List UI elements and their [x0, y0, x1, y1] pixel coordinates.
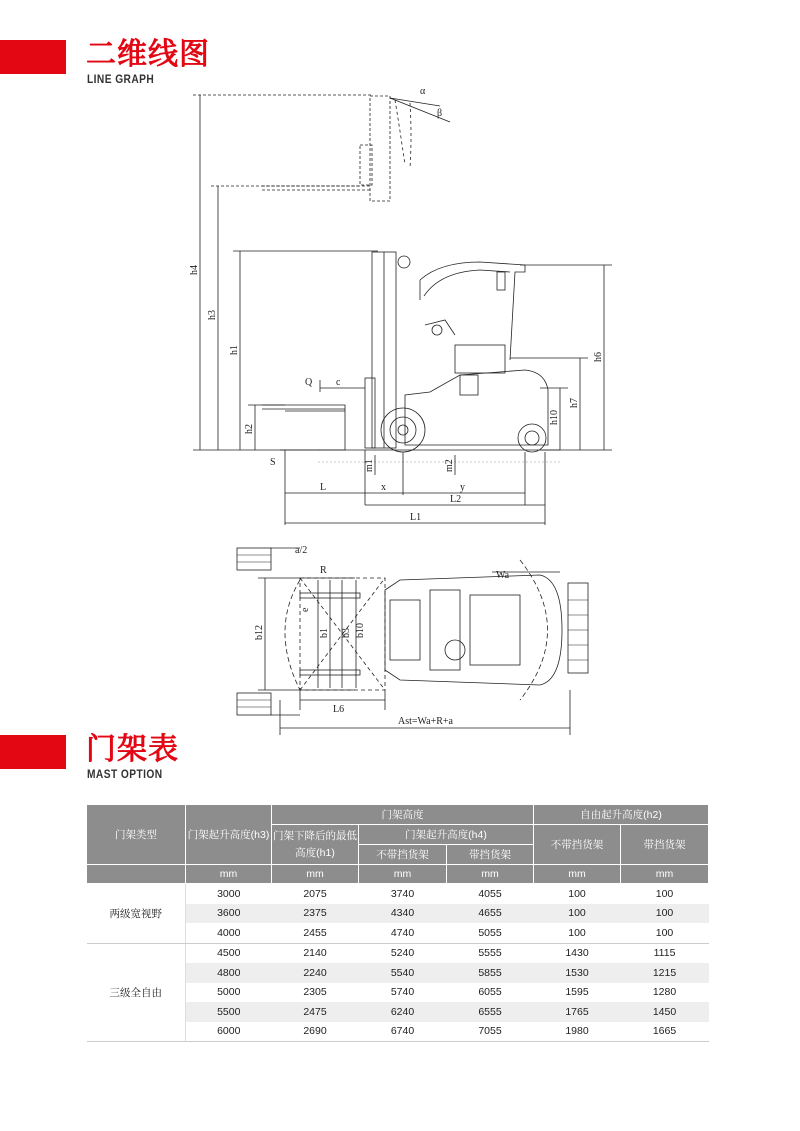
dim-label-b1: b1 — [319, 628, 330, 638]
dim-label-m1: m1 — [364, 459, 375, 472]
table-cell: 4800 — [186, 963, 272, 983]
table-cell: 4340 — [359, 904, 447, 924]
dim-label-h4: h4 — [189, 265, 200, 275]
table-cell: 100 — [534, 884, 621, 904]
table-cell: 5240 — [359, 943, 447, 963]
dim-label-beta: β — [437, 108, 443, 119]
mast-type-cell: 两级宽视野 — [87, 884, 186, 944]
dim-label-r: R — [320, 565, 327, 576]
table-row — [87, 943, 709, 963]
table-cell: 3600 — [186, 904, 272, 924]
dim-label-wa: Wa — [496, 570, 510, 581]
table-cell: 100 — [534, 904, 621, 924]
table-cell: 4055 — [447, 884, 534, 904]
mast-option-title: 门架表 — [86, 732, 179, 767]
header-max-lift: 门架起升高度(h3) — [186, 805, 272, 865]
table-cell: 1765 — [534, 1002, 621, 1022]
table-cell: 2475 — [272, 1002, 359, 1022]
table-cell: 100 — [534, 923, 621, 943]
dim-label-y: y — [460, 482, 465, 493]
mast-option-subtitle: MAST OPTION — [87, 767, 163, 781]
table-cell: 2075 — [272, 884, 359, 904]
table-cell: 3740 — [359, 884, 447, 904]
table-cell: 6240 — [359, 1002, 447, 1022]
unit-cell: mm — [272, 865, 359, 884]
table-cell: 1430 — [534, 943, 621, 963]
table-cell: 1215 — [621, 963, 709, 983]
dim-label-alpha: α — [420, 86, 426, 97]
table-cell: 7055 — [447, 1022, 534, 1042]
dim-label-h2: h2 — [244, 424, 255, 434]
table-cell: 2305 — [272, 983, 359, 1003]
table-cell: 2690 — [272, 1022, 359, 1042]
section-accent-bar — [0, 735, 66, 769]
dim-label-h10: h10 — [549, 410, 560, 425]
header-ext-no-backrest: 不带挡货架 — [359, 845, 447, 865]
table-cell: 100 — [621, 923, 709, 943]
table-cell: 5555 — [447, 943, 534, 963]
table-cell: 1115 — [621, 943, 709, 963]
table-cell: 5055 — [447, 923, 534, 943]
table-cell: 6055 — [447, 983, 534, 1003]
unit-cell: mm — [186, 865, 272, 884]
table-cell: 5855 — [447, 963, 534, 983]
table-cell: 6740 — [359, 1022, 447, 1042]
mast-option-table — [86, 804, 709, 1042]
header-mast-height: 门架高度 — [272, 805, 534, 825]
table-cell: 1980 — [534, 1022, 621, 1042]
table-cell: 4500 — [186, 943, 272, 963]
dim-label-l6: L6 — [333, 704, 345, 715]
table-cell: 2375 — [272, 904, 359, 924]
table-cell: 4740 — [359, 923, 447, 943]
header-extended-height: 门架起升高度(h4) — [359, 825, 534, 845]
line-graph-title: 二维线图 — [86, 37, 210, 72]
unit-cell: mm — [534, 865, 621, 884]
dim-label-l2: L2 — [450, 494, 462, 505]
header-ext-with-backrest: 带挡货架 — [447, 845, 534, 865]
table-row — [87, 884, 709, 904]
table-cell: 4000 — [186, 923, 272, 943]
dim-label-ast: Ast=Wa+R+a — [398, 716, 453, 727]
header-free-with-backrest: 带挡货架 — [621, 825, 709, 865]
table-cell: 5540 — [359, 963, 447, 983]
dim-label-b3: b3 — [341, 628, 352, 638]
dim-label-e: e — [300, 607, 311, 612]
table-cell: 1665 — [621, 1022, 709, 1042]
header-lowered-height: 门架下降后的最低高度(h1) — [272, 825, 359, 865]
table-cell: 4655 — [447, 904, 534, 924]
table-cell: 2140 — [272, 943, 359, 963]
table-cell: 1280 — [621, 983, 709, 1003]
table-cell: 1450 — [621, 1002, 709, 1022]
table-cell: 100 — [621, 904, 709, 924]
unit-cell: mm — [447, 865, 534, 884]
dim-label-h3: h3 — [207, 310, 218, 320]
dim-label-s: S — [270, 457, 276, 468]
table-cell: 1595 — [534, 983, 621, 1003]
header-mast-type: 门架类型 — [87, 805, 186, 865]
dim-label-b12: b12 — [254, 625, 265, 640]
table-cell: 1530 — [534, 963, 621, 983]
dim-label-m2: m2 — [444, 459, 455, 472]
table-cell: 2455 — [272, 923, 359, 943]
table-cell: 5500 — [186, 1002, 272, 1022]
dim-label-c: c — [336, 377, 341, 388]
dim-label-x: x — [381, 482, 386, 493]
table-cell: 2240 — [272, 963, 359, 983]
table-cell: 6000 — [186, 1022, 272, 1042]
table-cell: 5740 — [359, 983, 447, 1003]
table-cell: 3000 — [186, 884, 272, 904]
mast-type-cell: 三级全自由 — [87, 943, 186, 1042]
table-cell: 6555 — [447, 1002, 534, 1022]
dim-label-h7: h7 — [569, 398, 580, 408]
unit-cell: mm — [621, 865, 709, 884]
dim-label-a-half: a/2 — [295, 545, 308, 556]
line-graph-subtitle: LINE GRAPH — [87, 72, 155, 86]
dim-label-h1: h1 — [229, 345, 240, 355]
dim-label-q: Q — [305, 377, 313, 388]
table-cell: 5000 — [186, 983, 272, 1003]
dim-label-h6: h6 — [593, 352, 604, 362]
header-free-no-backrest: 不带挡货架 — [534, 825, 621, 865]
dim-label-l: L — [320, 482, 327, 493]
dim-label-b10: b10 — [355, 623, 366, 638]
header-free-lift: 自由起升高度(h2) — [534, 805, 709, 825]
unit-row — [87, 865, 709, 884]
table-cell: 100 — [621, 884, 709, 904]
dim-label-l1: L1 — [410, 512, 422, 523]
unit-cell: mm — [359, 865, 447, 884]
